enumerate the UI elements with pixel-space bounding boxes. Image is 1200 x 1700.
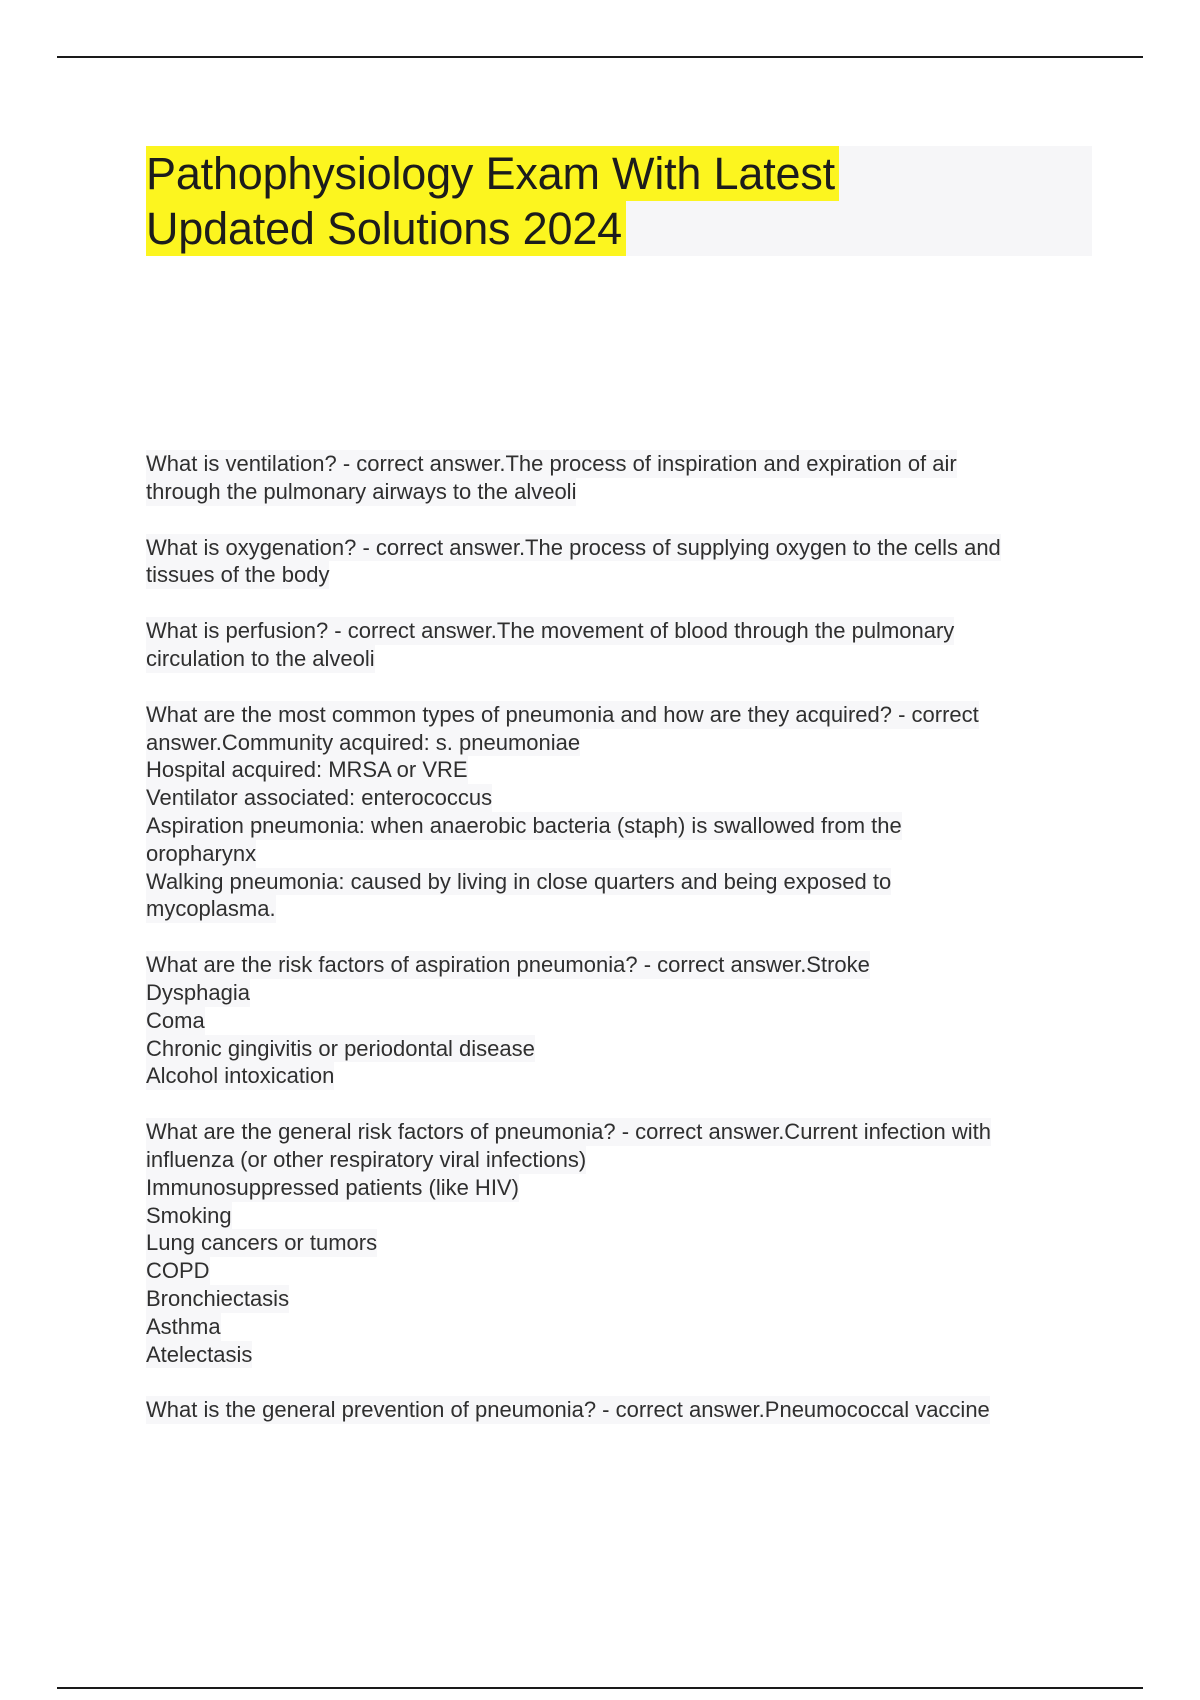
qa-item — [146, 1118, 1106, 1368]
qa-line: Dysphagia — [146, 979, 250, 1005]
qa-line: Ventilator associated: enterococcus — [146, 785, 493, 811]
qa-line: Coma — [146, 1007, 205, 1033]
qa-line: What are the risk factors of aspiration pneumonia? - correct answer.Stroke — [146, 952, 870, 978]
qa-line: Atelectasis — [146, 1341, 253, 1367]
qa-item — [146, 701, 1106, 923]
qa-line: Bronchiectasis — [146, 1285, 290, 1311]
qa-line: What is ventilation? - correct answer.The process of inspiration and expiration of air — [146, 451, 957, 476]
page-title — [146, 146, 1092, 256]
qa-line: What are the general risk factors of pneumonia? - correct answer.Current infection with — [146, 1119, 991, 1145]
top-rule — [57, 56, 1143, 58]
qa-line: influenza (or other respiratory viral infections) — [146, 1146, 587, 1172]
qa-line: Chronic gingivitis or periodontal disease — [146, 1035, 535, 1061]
qa-line: circulation to the alveoli — [146, 645, 375, 671]
qa-line: What are the most common types of pneumonia and how are they acquired? - correct — [146, 701, 979, 727]
qa-line: Immunosuppressed patients (like HIV) — [146, 1174, 519, 1200]
qa-line: mycoplasma. — [146, 896, 276, 922]
qa-line: Alcohol intoxication — [146, 1063, 335, 1089]
qa-line: COPD — [146, 1258, 210, 1284]
qa-line: Aspiration pneumonia: when anaerobic bacteria (staph) is swallowed from the — [146, 812, 902, 838]
title-line-2: Updated Solutions 2024 — [146, 201, 626, 256]
qa-item — [146, 1396, 1106, 1424]
qa-line: What is oxygenation? - correct answer.The process of supplying oxygen to the cells and — [146, 534, 1001, 560]
qa-line: What is perfusion? - correct answer.The movement of blood through the pulmonary — [146, 618, 955, 644]
qa-line: Asthma — [146, 1313, 221, 1339]
qa-item — [146, 450, 1106, 506]
title-block — [146, 146, 1092, 256]
qa-line: tissues of the body — [146, 562, 330, 588]
qa-item — [146, 534, 1106, 590]
qa-line: Hospital acquired: MRSA or VRE — [146, 757, 468, 783]
qa-line: Smoking — [146, 1202, 232, 1228]
bottom-rule — [57, 1687, 1143, 1689]
qa-line: oropharynx — [146, 840, 257, 866]
qa-line: What is the general prevention of pneumonia? - correct answer.Pneumococcal vaccine — [146, 1397, 990, 1423]
qa-line: Walking pneumonia: caused by living in close quarters and being exposed to — [146, 868, 892, 894]
qa-line: through the pulmonary airways to the alveoli — [146, 478, 577, 504]
qa-list — [146, 450, 1106, 1452]
title-line-1: Pathophysiology Exam With Latest — [146, 146, 839, 201]
qa-item — [146, 951, 1106, 1090]
qa-line: Lung cancers or tumors — [146, 1230, 378, 1256]
qa-item — [146, 617, 1106, 673]
qa-line: answer.Community acquired: s. pneumoniae — [146, 729, 581, 755]
